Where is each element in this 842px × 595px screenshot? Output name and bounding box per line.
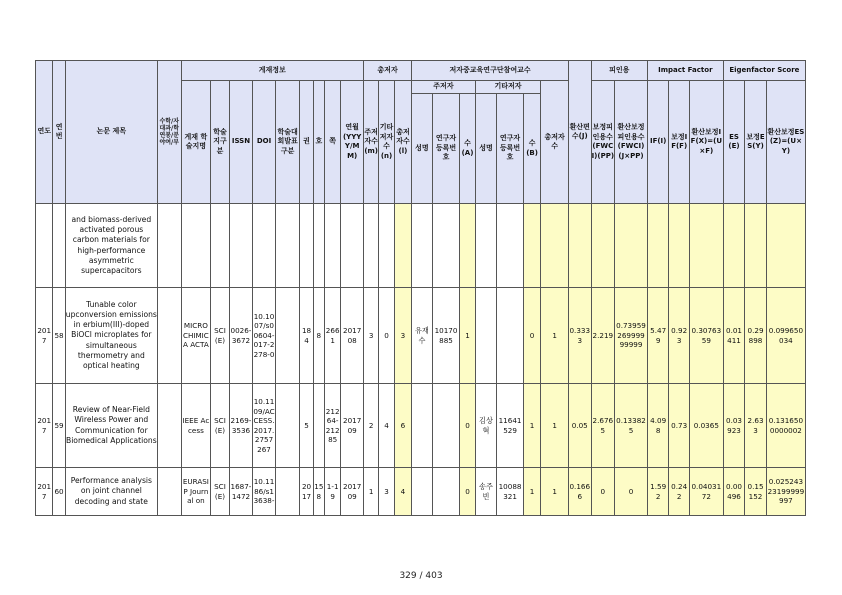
table-cell <box>460 204 475 288</box>
table-cell: 1.592 <box>647 468 669 516</box>
table-cell <box>363 204 378 288</box>
table-cell: 0.1316500000002 <box>766 384 805 468</box>
table-cell: 0.00496 <box>723 468 745 516</box>
table-cell: 0.3076359 <box>689 288 723 384</box>
table-cell: 21264-21285 <box>324 384 340 468</box>
table-cell: SCI(E) <box>211 468 229 516</box>
paper-title: Tunable color upconversion emissions in erbium(III)-doped BiOCl microplates for simultaneous thermometry and optical heating <box>65 288 157 384</box>
table-cell: 김상혁 <box>475 384 497 468</box>
table-cell <box>432 384 460 468</box>
table-cell <box>669 204 690 288</box>
table-cell: 184 <box>300 288 313 384</box>
table-cell <box>253 204 276 288</box>
table-cell: MICROCHIMICA ACTA <box>181 288 211 384</box>
table-cell: 1687-1472 <box>229 468 253 516</box>
paper-table <box>35 60 806 516</box>
paper-title: Performance analysis on joint channel decoding and state <box>65 468 157 516</box>
table-cell <box>541 204 569 288</box>
col-subj: 학술대회발표구분 <box>275 81 300 204</box>
table-cell: 8 <box>313 288 324 384</box>
table-cell <box>324 204 340 288</box>
table-cell <box>275 384 300 468</box>
table-row <box>36 468 806 516</box>
table-cell: 201709 <box>341 468 364 516</box>
table-cell <box>591 204 615 288</box>
col-if-f: 보정IF(F) <box>669 81 690 204</box>
table-cell: 1 <box>523 468 540 516</box>
table-row <box>36 288 806 384</box>
table-cell: 2661 <box>324 288 340 384</box>
col-page: 쪽 <box>324 81 340 204</box>
table-cell <box>523 204 540 288</box>
table-cell <box>211 204 229 288</box>
table-cell: 0.242 <box>669 468 690 516</box>
table-cell <box>157 204 181 288</box>
table-cell: 0.1666 <box>568 468 591 516</box>
table-cell: 3 <box>394 288 411 384</box>
table-cell: 송주빈 <box>475 468 497 516</box>
table-cell: 0.01411 <box>723 288 745 384</box>
col-if-i: IF(I) <box>647 81 669 204</box>
col-other-n: 기타저자수(n) <box>379 81 394 204</box>
col-m-name: 성명 <box>412 94 433 204</box>
col-o-cnt: 수(B) <box>523 94 540 204</box>
table-cell <box>497 288 524 384</box>
table-cell: SCI(E) <box>211 384 229 468</box>
table-cell <box>475 204 497 288</box>
table-cell <box>313 204 324 288</box>
table-cell <box>275 288 300 384</box>
table-cell: 3 <box>363 288 378 384</box>
table-cell: 1 <box>541 468 569 516</box>
col-ym: 연월(YYYY/MM) <box>341 81 364 204</box>
table-cell: 2 <box>363 384 378 468</box>
table-cell: 4 <box>379 384 394 468</box>
table-cell <box>475 288 497 384</box>
col-doi: DOI <box>253 81 276 204</box>
col-main-n: 주저자수(m) <box>363 81 378 204</box>
group-authors: 총저자 <box>363 61 411 81</box>
col-year: 연도 <box>36 61 53 204</box>
col-es-e: ES(E) <box>723 81 745 204</box>
table-cell: 2.6765 <box>591 384 615 468</box>
table-cell <box>157 468 181 516</box>
table-cell <box>341 204 364 288</box>
table-cell: 유재수 <box>412 288 433 384</box>
page-number: 329 / 403 <box>399 571 443 581</box>
table-cell <box>412 204 433 288</box>
table-cell <box>745 204 767 288</box>
table-cell <box>229 204 253 288</box>
table-cell: 201709 <box>341 384 364 468</box>
table-cell: 1 <box>363 468 378 516</box>
table-cell <box>723 204 745 288</box>
table-cell <box>647 204 669 288</box>
paper-title: Review of Near-Field Wireless Power and Communication for Biomedical Applications <box>65 384 157 468</box>
table-cell: 10.1007/s00604-017-2278-0 <box>253 288 276 384</box>
col-total-n: 총저자수(l) <box>394 81 411 204</box>
col-no: 호 <box>313 81 324 204</box>
table-cell <box>275 204 300 288</box>
table-cell: 0026-3672 <box>229 288 253 384</box>
table-cell <box>53 204 65 288</box>
table-cell: 10.1109/ACCESS.2017.2757267 <box>253 384 276 468</box>
table-cell: 2.219 <box>591 288 615 384</box>
table-cell <box>615 204 648 288</box>
table-cell: 1-19 <box>324 468 340 516</box>
table-cell <box>300 204 313 288</box>
col-es-y: 보정ES(Y) <box>745 81 767 204</box>
group-impact-factor: Impact Factor <box>647 61 723 81</box>
table-cell: 2017 <box>300 468 313 516</box>
group-main-author: 주저자 <box>412 81 476 94</box>
table-cell: 0.03923 <box>723 384 745 468</box>
table-cell: 4.098 <box>647 384 669 468</box>
table-cell: IEEE Access <box>181 384 211 468</box>
table-cell: 0.05 <box>568 384 591 468</box>
table-cell: 0.15152 <box>745 468 767 516</box>
table-cell <box>394 204 411 288</box>
table-cell: 59 <box>53 384 65 468</box>
col-o-reg: 연구자등록번호 <box>497 94 524 204</box>
table-cell: 0.0403172 <box>689 468 723 516</box>
table-cell: 0 <box>615 468 648 516</box>
col-partner: 수학/자대과/학연봉/분야여/부 <box>157 61 181 204</box>
table-row <box>36 384 806 468</box>
col-fwci: 보정피인용수(FWCI)(PP) <box>591 81 615 204</box>
table-cell: 2.633 <box>745 384 767 468</box>
col-tot-cnt: 총저자수 <box>541 81 569 204</box>
paper-title: and biomass-derived activated porous carbon materials for high-performance asymmetric supercapacitors <box>65 204 157 288</box>
table-cell <box>313 384 324 468</box>
group-citation: 피인용 <box>591 61 647 81</box>
table-cell: 0 <box>591 468 615 516</box>
table-cell: 10.1186/s13638- <box>253 468 276 516</box>
table-cell: 11641529 <box>497 384 524 468</box>
table-cell: 0.29898 <box>745 288 767 384</box>
col-m-cnt: 수(A) <box>460 94 475 204</box>
table-cell: 0.73 <box>669 384 690 468</box>
table-cell <box>275 468 300 516</box>
table-cell: 4 <box>394 468 411 516</box>
table-cell <box>412 384 433 468</box>
table-cell: 58 <box>53 288 65 384</box>
group-eigenfactor: Eigenfactor Score <box>723 61 805 81</box>
col-if-x: 환산보정IF(X)=(U×F) <box>689 81 723 204</box>
table-cell <box>766 204 805 288</box>
col-jclass: 학술지구분 <box>211 81 229 204</box>
table-cell: 5 <box>300 384 313 468</box>
table-cell <box>432 204 460 288</box>
table-cell: 1 <box>523 384 540 468</box>
table-cell <box>379 204 394 288</box>
table-cell <box>432 468 460 516</box>
table-cell: 6 <box>394 384 411 468</box>
table-cell <box>157 384 181 468</box>
table-cell: EURASIP Journal on <box>181 468 211 516</box>
table-cell: 0.923 <box>669 288 690 384</box>
header-group-row <box>36 61 806 81</box>
col-title: 논문 제목 <box>65 61 157 204</box>
col-o-name: 성명 <box>475 94 497 204</box>
table-cell: 2017 <box>36 384 53 468</box>
group-other-author: 기타저자 <box>475 81 541 94</box>
table-cell <box>568 204 591 288</box>
table-cell: 0.7395926999999999 <box>615 288 648 384</box>
table-cell <box>36 204 53 288</box>
table-cell: 0.099650034 <box>766 288 805 384</box>
table-cell: 0 <box>460 468 475 516</box>
table-cell: 0 <box>523 288 540 384</box>
table-cell: 0 <box>460 384 475 468</box>
table-cell: 10170885 <box>432 288 460 384</box>
table-cell <box>497 204 524 288</box>
table-cell: 0.3333 <box>568 288 591 384</box>
col-issn: ISSN <box>229 81 253 204</box>
table-cell <box>412 468 433 516</box>
table-cell: 201708 <box>341 288 364 384</box>
table-row <box>36 204 806 288</box>
table-cell: 0.02524323199999997 <box>766 468 805 516</box>
table-cell: 1 <box>460 288 475 384</box>
table-cell: 3 <box>379 468 394 516</box>
table-cell: 2017 <box>36 288 53 384</box>
group-professors: 저자중교육연구단참여교수 <box>412 61 569 81</box>
col-m-reg: 연구자등록번호 <box>432 94 460 204</box>
table-cell <box>157 288 181 384</box>
table-cell: 1 <box>541 384 569 468</box>
table-cell <box>689 204 723 288</box>
col-conv: 환산편수(J) <box>568 61 591 204</box>
col-conv-fwci: 환산보정피인용수(FWCI)(J×PP) <box>615 81 648 204</box>
col-vol: 권 <box>300 81 313 204</box>
col-seq: 연번 <box>53 61 65 204</box>
table-cell: 0.0365 <box>689 384 723 468</box>
table-cell: 2169-3536 <box>229 384 253 468</box>
table-cell: SCI(E) <box>211 288 229 384</box>
table-cell: 158 <box>313 468 324 516</box>
group-publication: 게재정보 <box>181 61 363 81</box>
table-cell: 60 <box>53 468 65 516</box>
col-es-z: 환산보정ES(Z)=(U×Y) <box>766 81 805 204</box>
table-cell: 10088321 <box>497 468 524 516</box>
table-cell: 1 <box>541 288 569 384</box>
table-cell: 2017 <box>36 468 53 516</box>
table-cell <box>181 204 211 288</box>
table-cell: 0.133825 <box>615 384 648 468</box>
col-journal: 게재 학술지명 <box>181 81 211 204</box>
table-cell: 0 <box>379 288 394 384</box>
table-cell: 5.479 <box>647 288 669 384</box>
